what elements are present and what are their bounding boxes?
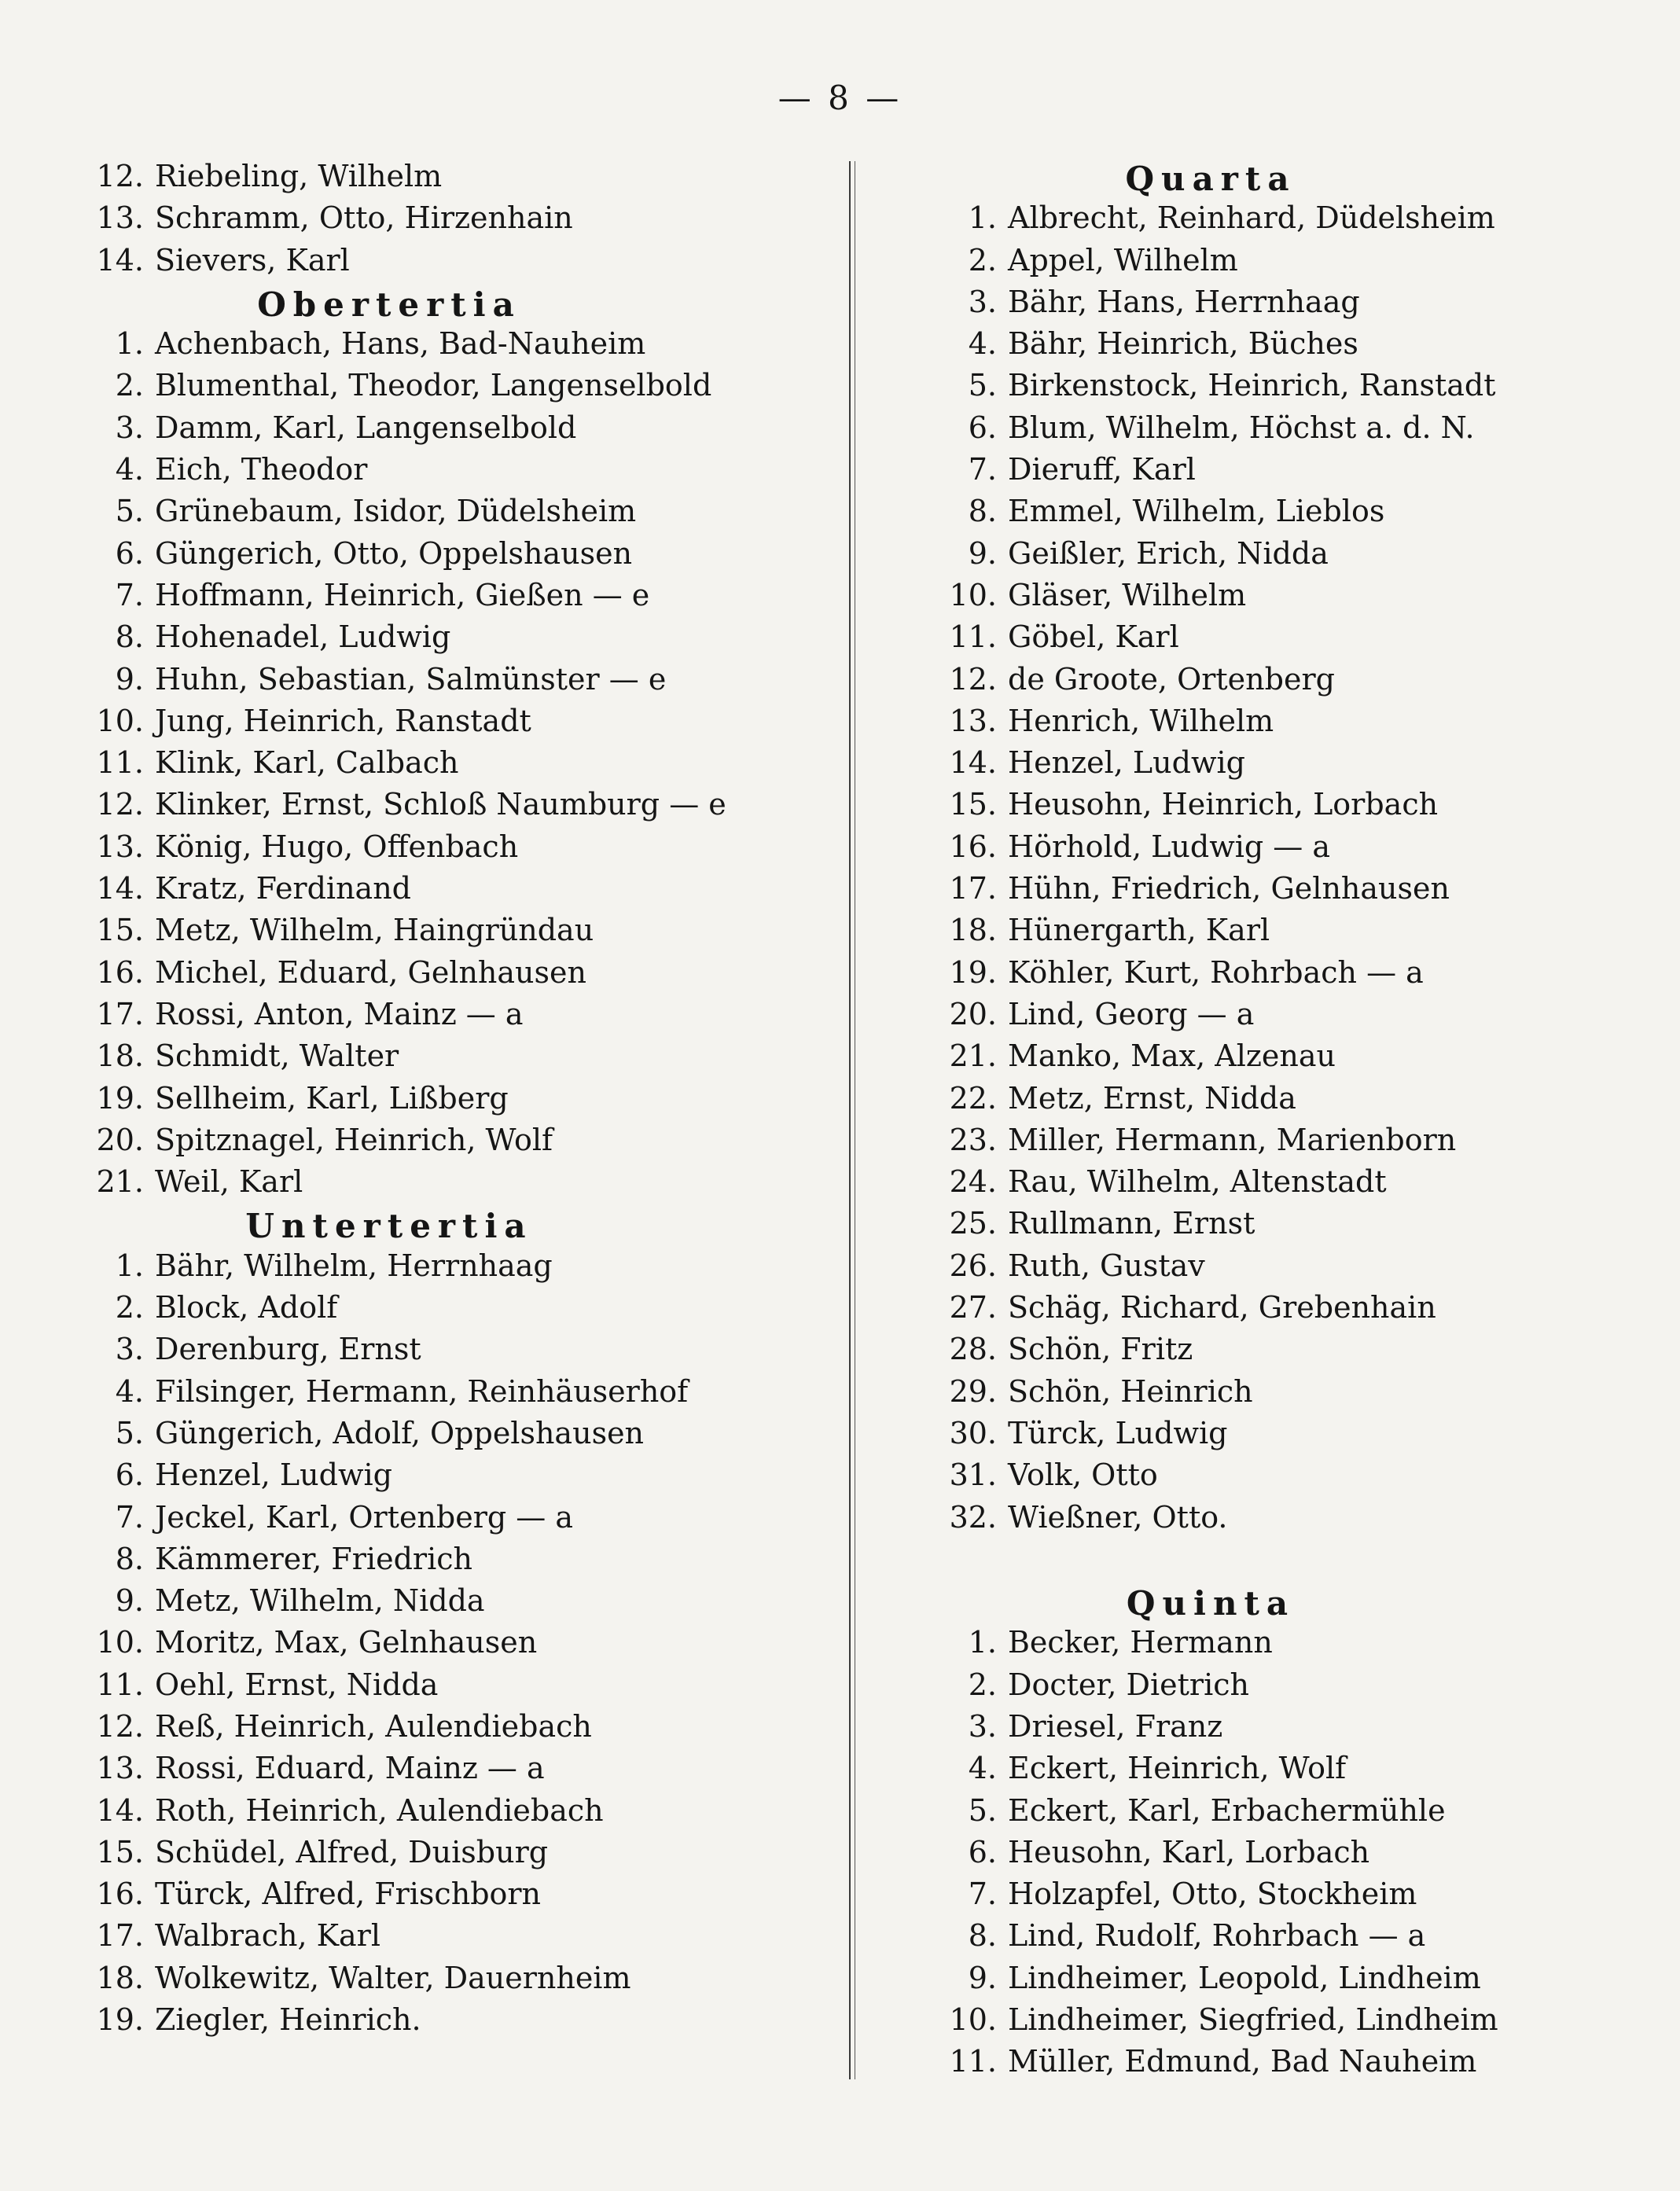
student-name: Moritz, Max, Gelnhausen [155, 1625, 538, 1660]
class-heading-quinta: Quinta [1126, 1584, 1296, 1623]
list-item [83, 952, 837, 994]
list-item-number: 20. [949, 996, 997, 1031]
student-name: Reß, Heinrich, Aulendiebach [155, 1708, 592, 1744]
list-item-number: 9. [115, 1583, 144, 1619]
student-name: Eckert, Heinrich, Wolf [1008, 1751, 1347, 1786]
list-item [83, 1035, 837, 1077]
list-item [936, 1035, 1643, 1077]
student-name: Schäg, Richard, Grebenhain [1008, 1290, 1436, 1325]
student-name: Rossi, Anton, Mainz — a [155, 996, 524, 1031]
list-item [936, 1915, 1643, 1957]
list-item [936, 826, 1643, 868]
student-name: Rau, Wilhelm, Altenstadt [1008, 1164, 1387, 1200]
student-name: Müller, Edmund, Bad Nauheim [1008, 2044, 1477, 2079]
student-name: de Groote, Ortenberg [1008, 661, 1335, 697]
list-item-number: 2. [968, 242, 997, 278]
list-item-number: 4. [115, 1373, 144, 1409]
list-item [83, 742, 837, 784]
student-name: Jeckel, Karl, Ortenberg — a [155, 1499, 574, 1535]
list-item [83, 994, 837, 1035]
list-item [83, 868, 837, 910]
student-name: Hühn, Friedrich, Gelnhausen [1008, 871, 1450, 906]
student-name: König, Hugo, Offenbach [155, 829, 519, 864]
student-name: Weil, Karl [155, 1164, 303, 1200]
list-item [936, 491, 1643, 532]
student-name: Volk, Otto [1008, 1458, 1158, 1493]
student-name: Walbrach, Karl [155, 1918, 380, 1954]
student-name: Rossi, Eduard, Mainz — a [155, 1751, 545, 1786]
list-item-number: 12. [96, 787, 144, 822]
list-item-number: 8. [115, 619, 144, 655]
list-item-number: 30. [949, 1415, 997, 1450]
list-item [936, 1287, 1643, 1329]
list-item [936, 449, 1643, 491]
list-item-number: 11. [96, 1667, 144, 1702]
list-item [936, 1203, 1643, 1244]
list-item [83, 826, 837, 868]
student-name: Wolkewitz, Walter, Dauernheim [155, 1960, 631, 1995]
list-item-number: 5. [968, 1792, 997, 1828]
list-item-number: 15. [96, 913, 144, 948]
list-item [83, 1873, 837, 1915]
student-name: Hohenadel, Ludwig [155, 619, 451, 655]
list-item-number: 7. [115, 577, 144, 612]
list-item [83, 1287, 837, 1329]
list-item-number: 13. [96, 1751, 144, 1786]
list-item-number: 23. [949, 1122, 997, 1157]
student-name: Heusohn, Heinrich, Lorbach [1008, 787, 1439, 822]
list-item [83, 1161, 837, 1203]
list-item-number: 19. [96, 1080, 144, 1116]
student-name: Jung, Heinrich, Ranstadt [155, 703, 531, 738]
student-name: Metz, Wilhelm, Haingründau [155, 913, 594, 948]
list-item [83, 449, 837, 491]
list-item-number: 25. [949, 1206, 997, 1241]
list-item-number: 12. [96, 159, 144, 193]
list-item-number: 10. [96, 1625, 144, 1660]
list-item [83, 1119, 837, 1161]
list-item-number: 9. [968, 535, 997, 571]
list-item-number: 7. [968, 1877, 997, 1912]
list-item [936, 910, 1643, 951]
list-item [936, 1873, 1643, 1915]
list-item-number: 27. [949, 1290, 997, 1325]
list-item [936, 1371, 1643, 1413]
student-name: Eckert, Karl, Erbachermühle [1008, 1792, 1446, 1828]
list-item-number: 3. [968, 284, 997, 319]
list-item [936, 197, 1643, 239]
list-item-number: 15. [949, 787, 997, 822]
list-item [83, 240, 837, 281]
student-name: Schön, Fritz [1008, 1332, 1193, 1367]
student-name: Lind, Georg — a [1008, 996, 1255, 1031]
student-name: Sellheim, Karl, Lißberg [155, 1080, 509, 1116]
list-item [936, 1078, 1643, 1119]
list-item-number: 16. [96, 954, 144, 990]
list-item-number: 10. [949, 577, 997, 612]
student-name: Roth, Heinrich, Aulendiebach [155, 1792, 604, 1828]
list-item-number: 17. [949, 871, 997, 906]
list-item [83, 1664, 837, 1706]
list-item-number: 4. [968, 1751, 997, 1786]
list-item-number: 18. [96, 1039, 144, 1074]
list-item [83, 1958, 837, 1999]
list-item-number: 1. [115, 326, 144, 362]
student-name: Türck, Ludwig [1008, 1415, 1228, 1450]
list-item [83, 1790, 837, 1832]
student-name: Schön, Heinrich [1008, 1373, 1253, 1409]
list-item [936, 1664, 1643, 1706]
student-name: Kämmerer, Friedrich [155, 1541, 472, 1576]
list-item [83, 1580, 837, 1622]
student-name: Sievers, Karl [155, 242, 350, 278]
student-name: Docter, Dietrich [1008, 1667, 1249, 1702]
student-name: Riebeling, Wilhelm [155, 159, 443, 193]
list-item-number: 8. [968, 1918, 997, 1954]
list-item [83, 1454, 837, 1496]
list-item-number: 2. [968, 1667, 997, 1702]
student-name: Rullmann, Ernst [1008, 1206, 1255, 1241]
list-item [83, 659, 837, 700]
list-item-number: 2. [115, 368, 144, 403]
list-item [936, 1413, 1643, 1454]
list-item-number: 1. [968, 200, 997, 236]
list-item-number: 5. [968, 368, 997, 403]
list-item [936, 616, 1643, 658]
list-item-number: 14. [96, 871, 144, 906]
list-item [936, 1999, 1643, 2041]
list-item [83, 407, 837, 449]
list-item [83, 1999, 837, 2041]
student-name: Filsinger, Hermann, Reinhäuserhof [155, 1373, 689, 1409]
list-item-number: 6. [115, 535, 144, 571]
list-item-number: 14. [96, 1792, 144, 1828]
student-name: Miller, Hermann, Marienborn [1008, 1122, 1457, 1157]
student-name: Emmel, Wilhelm, Lieblos [1008, 494, 1385, 529]
list-item [936, 407, 1643, 449]
student-name: Oehl, Ernst, Nidda [155, 1667, 439, 1702]
list-item [83, 1078, 837, 1119]
list-item [936, 575, 1643, 616]
student-name: Ruth, Gustav [1008, 1248, 1205, 1283]
student-name: Klink, Karl, Calbach [155, 745, 459, 781]
student-name: Henzel, Ludwig [1008, 745, 1245, 781]
list-item [83, 156, 837, 197]
student-name: Blumenthal, Theodor, Langenselbold [155, 368, 712, 403]
list-item-number: 18. [96, 1960, 144, 1995]
list-item [83, 1915, 837, 1957]
list-item-number: 12. [949, 661, 997, 697]
student-name: Göbel, Karl [1008, 619, 1179, 655]
list-item-number: 4. [968, 326, 997, 362]
list-item-number: 8. [968, 494, 997, 529]
student-name: Eich, Theodor [155, 452, 368, 487]
list-item-number: 22. [949, 1080, 997, 1116]
student-name: Köhler, Kurt, Rohrbach — a [1008, 954, 1424, 990]
student-name: Ziegler, Heinrich. [155, 2002, 421, 2038]
list-item-number: 21. [96, 1164, 144, 1200]
student-name: Metz, Wilhelm, Nidda [155, 1583, 485, 1619]
student-name: Birkenstock, Heinrich, Ranstadt [1008, 368, 1496, 403]
list-item-number: 24. [949, 1164, 997, 1200]
list-item [936, 1161, 1643, 1203]
list-item-number: 7. [968, 452, 997, 487]
page-number: — 8 — [778, 79, 902, 117]
list-item-number: 9. [968, 1960, 997, 1995]
list-item [83, 910, 837, 951]
list-item [936, 1832, 1643, 1873]
list-item [83, 1245, 837, 1287]
list-item-number: 8. [115, 1541, 144, 1576]
list-item-number: 32. [949, 1499, 997, 1535]
student-name: Schramm, Otto, Hirzenhain [155, 200, 573, 236]
list-item-number: 10. [949, 2002, 997, 2038]
student-name: Manko, Max, Alzenau [1008, 1039, 1336, 1074]
list-item-number: 1. [115, 1248, 144, 1283]
list-item-number: 16. [949, 829, 997, 864]
student-name: Henrich, Wilhelm [1008, 703, 1274, 738]
student-name: Albrecht, Reinhard, Düdelsheim [1008, 200, 1495, 236]
student-name: Spitznagel, Heinrich, Wolf [155, 1122, 553, 1157]
list-item [936, 533, 1643, 575]
student-name: Michel, Eduard, Gelnhausen [155, 954, 586, 990]
list-item [936, 994, 1643, 1035]
student-name: Lindheimer, Leopold, Lindheim [1008, 1960, 1481, 1995]
list-item [936, 1329, 1643, 1370]
list-item [936, 742, 1643, 784]
list-item [936, 1622, 1643, 1663]
right-column [936, 156, 1643, 2083]
list-item [83, 784, 837, 825]
student-name: Derenburg, Ernst [155, 1332, 421, 1367]
list-item [83, 1748, 837, 1789]
list-item-number: 19. [96, 2002, 144, 2038]
list-item-number: 29. [949, 1373, 997, 1409]
list-item-number: 14. [96, 242, 144, 278]
student-name: Türck, Alfred, Frischborn [155, 1877, 542, 1912]
list-item-number: 13. [96, 829, 144, 864]
student-name: Metz, Ernst, Nidda [1008, 1080, 1296, 1116]
student-name: Kratz, Ferdinand [155, 871, 412, 906]
student-name: Schüdel, Alfred, Duisburg [155, 1834, 549, 1869]
list-item [83, 491, 837, 532]
list-item-number: 1. [968, 1625, 997, 1660]
class-heading-quarta: Quarta [1125, 160, 1296, 198]
list-item [936, 2041, 1643, 2083]
list-item [936, 700, 1643, 742]
list-item [83, 1329, 837, 1370]
list-item [936, 1958, 1643, 1999]
student-name: Lindheimer, Siegfried, Lindheim [1008, 2002, 1498, 2038]
student-name: Henzel, Ludwig [155, 1458, 392, 1493]
list-item [83, 575, 837, 616]
list-item [936, 1119, 1643, 1161]
student-name: Becker, Hermann [1008, 1625, 1273, 1660]
list-item [936, 659, 1643, 700]
list-item [936, 1497, 1643, 1538]
student-name: Blum, Wilhelm, Höchst a. d. N. [1008, 410, 1475, 445]
list-item-number: 14. [949, 745, 997, 781]
list-item [83, 1538, 837, 1580]
student-name: Driesel, Franz [1008, 1708, 1223, 1744]
list-item-number: 9. [115, 661, 144, 697]
student-name: Holzapfel, Otto, Stockheim [1008, 1877, 1417, 1912]
student-name: Heusohn, Karl, Lorbach [1008, 1834, 1370, 1869]
student-name: Bähr, Hans, Herrnhaag [1008, 284, 1360, 319]
list-item [83, 533, 837, 575]
list-item [83, 700, 837, 742]
list-item [936, 1748, 1643, 1789]
student-name: Geißler, Erich, Nidda [1008, 535, 1329, 571]
list-item [83, 1706, 837, 1748]
list-item-number: 13. [949, 703, 997, 738]
list-item [936, 1790, 1643, 1832]
class-heading-obertertia: Obertertia [257, 285, 521, 324]
list-item [936, 784, 1643, 825]
list-item-number: 6. [968, 1834, 997, 1869]
list-item [936, 365, 1643, 406]
list-item-number: 17. [96, 996, 144, 1031]
list-item-number: 5. [115, 1415, 144, 1450]
student-name: Gläser, Wilhelm [1008, 577, 1247, 612]
list-item [936, 323, 1643, 365]
student-name: Bähr, Heinrich, Büches [1008, 326, 1358, 362]
list-item-number: 21. [949, 1039, 997, 1074]
list-item-number: 18. [949, 913, 997, 948]
list-item-number: 20. [96, 1122, 144, 1157]
list-item [83, 365, 837, 406]
list-item-number: 12. [96, 1708, 144, 1744]
student-name: Hoffmann, Heinrich, Gießen — e [155, 577, 650, 612]
list-item [83, 1497, 837, 1538]
student-name: Achenbach, Hans, Bad-Nauheim [155, 326, 646, 362]
list-item-number: 11. [949, 619, 997, 655]
student-name: Lind, Rudolf, Rohrbach — a [1008, 1918, 1426, 1954]
student-name: Block, Adolf [155, 1290, 338, 1325]
left-column [83, 156, 837, 2041]
list-item-number: 26. [949, 1248, 997, 1283]
list-item [936, 1245, 1643, 1287]
list-item-number: 6. [968, 410, 997, 445]
list-item-number: 3. [115, 410, 144, 445]
list-item-number: 3. [115, 1332, 144, 1367]
list-item-number: 11. [949, 2044, 997, 2079]
list-item [936, 1454, 1643, 1496]
student-name: Huhn, Sebastian, Salmünster — e [155, 661, 667, 697]
student-name: Klinker, Ernst, Schloß Naumburg — e [155, 787, 726, 822]
list-item [936, 281, 1643, 323]
list-item [83, 323, 837, 365]
student-name: Wießner, Otto. [1008, 1499, 1228, 1535]
student-name: Hörhold, Ludwig — a [1008, 829, 1331, 864]
student-name: Dieruff, Karl [1008, 452, 1196, 487]
list-item-number: 17. [96, 1918, 144, 1954]
list-item-number: 19. [949, 954, 997, 990]
list-item-number: 31. [949, 1458, 997, 1493]
list-item [936, 868, 1643, 910]
class-heading-untertertia: Untertertia [245, 1207, 533, 1246]
list-item [936, 1706, 1643, 1748]
list-item [83, 1413, 837, 1454]
list-item [936, 952, 1643, 994]
list-item [936, 240, 1643, 281]
list-item [83, 197, 837, 239]
student-name: Appel, Wilhelm [1008, 242, 1238, 278]
list-item [83, 616, 837, 658]
list-item-number: 28. [949, 1332, 997, 1367]
list-item-number: 6. [115, 1458, 144, 1493]
list-item-number: 2. [115, 1290, 144, 1325]
list-item-number: 4. [115, 452, 144, 487]
student-name: Grünebaum, Isidor, Düdelsheim [155, 494, 637, 529]
student-name: Hünergarth, Karl [1008, 913, 1270, 948]
list-item-number: 3. [968, 1708, 997, 1744]
student-name: Schmidt, Walter [155, 1039, 399, 1074]
list-item-number: 10. [96, 703, 144, 738]
list-item-number: 11. [96, 745, 144, 781]
list-item-number: 15. [96, 1834, 144, 1869]
student-name: Bähr, Wilhelm, Herrnhaag [155, 1248, 553, 1283]
column-divider [849, 161, 851, 2079]
list-item-number: 7. [115, 1499, 144, 1535]
list-item-number: 13. [96, 200, 144, 236]
list-item [83, 1622, 837, 1663]
list-item [83, 1371, 837, 1413]
student-name: Damm, Karl, Langenselbold [155, 410, 577, 445]
list-item-number: 5. [115, 494, 144, 529]
list-item [83, 1832, 837, 1873]
student-name: Güngerich, Adolf, Oppelshausen [155, 1415, 645, 1450]
list-item-number: 16. [96, 1877, 144, 1912]
student-name: Güngerich, Otto, Oppelshausen [155, 535, 633, 571]
section-spacer [936, 1538, 1643, 1580]
